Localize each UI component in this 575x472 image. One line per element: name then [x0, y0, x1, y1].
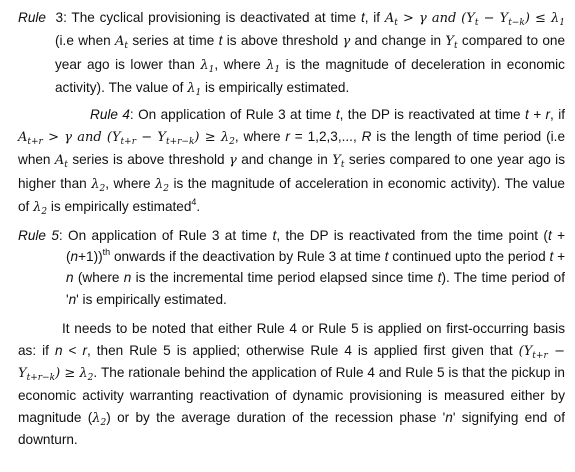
var-t: t — [218, 33, 223, 49]
var-t-plus-n: t + n — [66, 249, 565, 286]
var-t: t — [360, 10, 365, 25]
math-a: $A_t$ — [115, 34, 129, 52]
text: series is above threshold — [67, 152, 229, 168]
text: and change in — [236, 152, 333, 168]
text: , where — [105, 175, 155, 191]
text: +1)) — [78, 249, 103, 265]
math-y: $Y_t$ — [332, 153, 345, 171]
rule-4-paragraph — [18, 104, 565, 220]
text: ' is empirically estimated. — [76, 291, 227, 307]
text: , then Rule 5 is applied; otherwise Rule 4 is applied first given that — [86, 342, 519, 358]
text: , the DP is reactivated at time — [339, 106, 526, 122]
var-t: t — [437, 270, 442, 286]
var-R: R — [361, 129, 372, 145]
text: is the magnitude of deceleration in economic activity). The value of — [55, 56, 565, 96]
math-condition-1: $A_t > \gamma$ and — [384, 11, 457, 28]
var-n: n — [445, 409, 453, 425]
text: , if — [550, 106, 566, 122]
math-y: $Y_t$ — [445, 34, 458, 52]
text: ) or by the average duration of the recession phase ' — [106, 409, 446, 425]
math-a-t-plus-r: $A_{t+r} > \gamma$ and — [18, 130, 107, 148]
text: compared to one year ago is lower than — [55, 33, 566, 72]
math-a: $A_t$ — [54, 153, 68, 171]
text: (i.e when — [55, 33, 116, 49]
text: ' signifying end of downturn. — [18, 409, 565, 448]
var-n: n — [70, 249, 79, 265]
text: series at time — [128, 33, 219, 49]
text: (where — [73, 270, 124, 286]
text: ). The time period of ' — [66, 270, 565, 307]
var-n: n — [68, 291, 77, 307]
text: continued upto the period — [388, 249, 550, 265]
math-lambda-1: $\lambda_1$ — [187, 81, 202, 99]
note-paragraph — [18, 318, 565, 451]
rule-4-label: Rule 4 — [90, 106, 130, 122]
rule-3-number: 3: — [55, 10, 67, 25]
math-lambda-2: $\lambda_2$ — [91, 176, 106, 194]
var-r: r — [82, 342, 87, 358]
text: It needs to be noted that either Rule 4 or Rule 5 is applied on first-occurring basis as: if — [18, 321, 565, 358]
text: is empirically estimated — [47, 199, 192, 215]
var-t-plus-r: t + r — [525, 106, 551, 122]
math-y-diff: $(Y_{t+r} - Y_{t+r-k}) \ge \lambda_2$ — [106, 130, 235, 148]
text: . The rationale behind the application of Rule 4 and Rule 5 is that the pickup in economic activity warranting reactivation of dynamic provisioning is measured either by magnitude ( — [18, 365, 565, 425]
rule-3-label: Rule — [18, 10, 46, 25]
var-t: t — [547, 227, 552, 243]
superscript-th: th — [102, 247, 111, 258]
text: and change in — [350, 33, 446, 49]
text: : On application of Rule 3 at time — [58, 227, 273, 243]
var-t: t — [335, 106, 340, 122]
math-y-diff: $(Y_{t+r} - Y_{t+r-k}) \ge \lambda_2$ — [18, 343, 565, 384]
text: : On application of Rule 3 at time — [129, 106, 336, 122]
math-lambda-1: $\lambda_1$ — [266, 57, 281, 75]
math-lambda-2: $\lambda_2$ — [155, 176, 169, 194]
text: , the DP is reactivated from the time point ( — [276, 227, 548, 243]
math-lambda-2: $\lambda_2$ — [33, 200, 48, 218]
text: = 1,2,3,..., — [289, 129, 362, 145]
text: is the length of time period (i.e when — [18, 129, 565, 168]
text: The cyclical provisioning is deactivated at time — [71, 10, 357, 25]
text: onwards if the deactivation by Rule 3 at time — [110, 249, 385, 265]
text: , if — [364, 10, 381, 25]
text: is above threshold — [222, 33, 343, 49]
var-r: r — [285, 129, 290, 145]
text: , where — [214, 56, 267, 72]
footnote-marker: 4 — [191, 197, 197, 208]
text: . — [196, 199, 201, 215]
text: is empirically estimated. — [201, 80, 350, 96]
math-lambda-1: $\lambda_1$ — [200, 57, 215, 75]
math-condition-2: $(Y_t - Y_{t-k}) \le \lambda_1$ — [461, 11, 566, 28]
text: is the magnitude of acceleration in economic activity). The value of — [18, 175, 565, 215]
text: series compared to one year ago is higher than — [18, 152, 565, 191]
text: is the incremental time period elapsed since time — [131, 270, 438, 286]
rule-3-paragraph — [18, 7, 565, 101]
text: + ( — [66, 227, 566, 265]
var-t: t — [272, 227, 277, 243]
rule-5-label: Rule 5 — [18, 227, 59, 243]
math-gamma: γ — [342, 34, 351, 50]
var-n: n — [123, 270, 132, 286]
rule-5-paragraph — [18, 225, 565, 311]
math-lambda-2: $\lambda_2$ — [92, 410, 107, 428]
var-t: t — [384, 249, 389, 265]
math-gamma: γ — [229, 153, 237, 169]
var-n: n — [54, 342, 63, 358]
text: < — [62, 342, 83, 358]
text: , where — [234, 129, 286, 145]
